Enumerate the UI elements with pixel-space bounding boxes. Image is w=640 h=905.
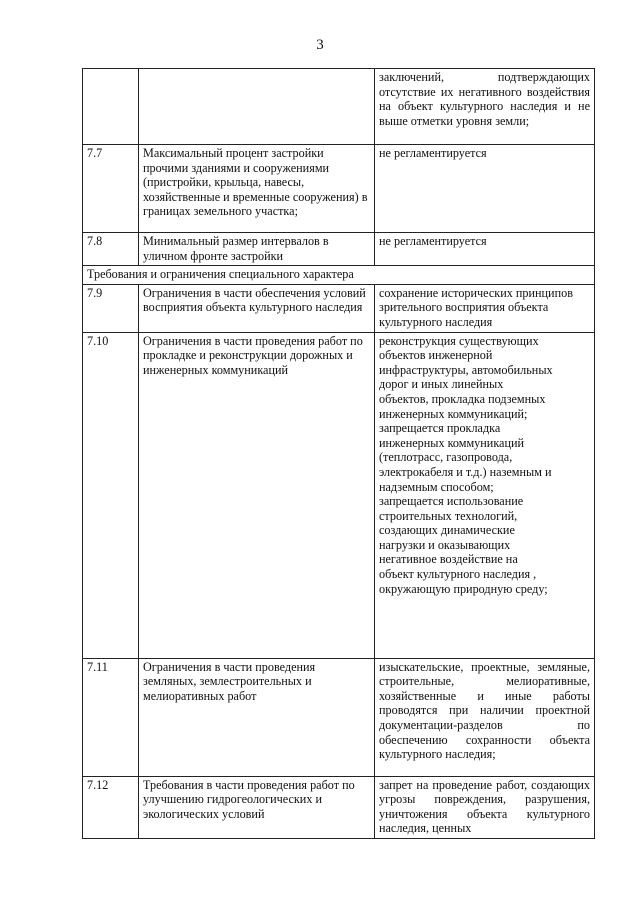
row-value: сохранение исторических принципов зрительного восприятия объекта культурного наследия xyxy=(375,284,595,332)
row-name: Требования в части проведения работ по улучшению гидрогеологических и экологических условий xyxy=(139,776,375,838)
table-row xyxy=(83,284,595,332)
page-number: 3 xyxy=(316,37,324,53)
row-number: 7.9 xyxy=(83,284,139,332)
row-value: не регламентируется xyxy=(375,233,595,266)
regulations-table xyxy=(82,68,595,839)
row-value: заключений, подтверждающих отсутствие их негативного воздействия на объект культурного наследия и не выше отметки уровня земли; xyxy=(375,69,595,145)
table-row xyxy=(83,69,595,145)
section-heading: Требования и ограничения специального характера xyxy=(83,266,595,285)
row-value: реконструкция существующих объектов инженерной инфраструктуры, автомобильных дорог и иных линейных объектов, прокладка подземных инженерных коммуникаций; запрещается прокладка инженерных коммуникаций (теплотрасс, газопровода, электрокабеля и т.д.) наземным и надземным способом; запрещается использование строительных технологий, создающих динамические нагрузки и оказывающих негативное воздействие на объект культурного наследия , окружающую природную среду; xyxy=(375,332,595,658)
row-name: Ограничения в части проведения земляных, землестроительных и мелиоративных работ xyxy=(139,658,375,776)
row-number: 7.12 xyxy=(83,776,139,838)
table-row xyxy=(83,776,595,838)
row-name: Максимальный процент застройки прочими зданиями и сооружениями (пристройки, крыльца, навесы, хозяйственные и временные сооружения) в границах земельного участка; xyxy=(139,145,375,233)
row-number: 7.8 xyxy=(83,233,139,266)
row-name: Ограничения в части обеспечения условий восприятия объекта культурного наследия xyxy=(139,284,375,332)
row-name: Ограничения в части проведения работ по прокладке и реконструкции дорожных и инженерных коммуникаций xyxy=(139,332,375,658)
row-number: 7.7 xyxy=(83,145,139,233)
row-value: изыскательские, проектные, земляные, строительные, мелиоративные, хозяйственные и иные работы проводятся при наличии проектной документации-разделов по обеспечению сохранности объекта культурного наследия; xyxy=(375,658,595,776)
row-value: запрет на проведение работ, создающих угрозы повреждения, разрушения, уничтожения объекта культурного наследия, ценных xyxy=(375,776,595,838)
table-row xyxy=(83,658,595,776)
row-number: 7.11 xyxy=(83,658,139,776)
row-number xyxy=(83,69,139,145)
row-value: не регламентируется xyxy=(375,145,595,233)
table-row xyxy=(83,233,595,266)
section-row xyxy=(83,266,595,285)
table-row xyxy=(83,145,595,233)
row-name xyxy=(139,69,375,145)
table-row xyxy=(83,332,595,658)
row-number: 7.10 xyxy=(83,332,139,658)
row-name: Минимальный размер интервалов в уличном фронте застройки xyxy=(139,233,375,266)
